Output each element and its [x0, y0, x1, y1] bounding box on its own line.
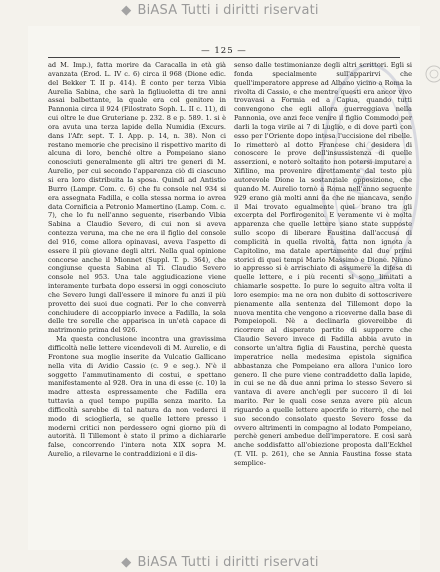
- paragraph: senso dalle testimonianze degli altri scrittori. Egli si fonda specialmente sull'apparirvi che quell'imperatore apprese ad Albano vicino a Roma la rivolta di Cassio, e che mentre questi era ancor vivo trovavasi a Formia ed a Capua, quando tutti convengono che egli allora guerreggiava nella Pannonia, ove anzi fece venire il figlio Commodo per darli la toga virile ai 7 di Luglio, e di dove partì con esso per l'Oriente dopo intesa l'uccisione del ribelle. Io rimetterò al dotto Francese chi desidera di conoscere le prove dell'insussistenza di quelle asserzioni, e noterò soltanto non potersi imputare a Xifilino, ma provenire direttamente dal testo più autorevole Dione la sostanziale opposizione, che quando M. Aurelio tornò a Roma nell'anno seguente 929 erano già molti anni da che ne mancava, sendo il Mai trovato egualmente quel brano tra gli excerpta del Porfirogenito. E veramente vi è molta apparenza che quelle lettere siano state supposte sullo scopo di liberare Faustina dall'accusa di complicità in quella rivolta, fatta non ignota a Capitolino, ma datale apertamente dal due primi storici di quei tempi Mario Massimo e Dione. Niuno io appresso si è arrischiato di assumere la difesa di quelle lettere, e i più recenti si sono limitati a chiamarle sospette. Io pure lo seguito altra volta il loro esempio: ma ne ora non dubito di sottoscrivere pienamente alla sentenza del Tillemont dopo la nuova mentita che vengono a riceverne dalla base di Pompeiopoli. Nè a declinarla giovereibbe di ricorrere al disperato partito di supporre che Claudio Severo invece di Fadilla abbia avuto in consorte un'altra figlia di Faustina, perchè questa imperatrice nella medesima epistola significa abbastanza che Pompeiano era allora l'unico loro genero. Il che pure viene contraddetto dalla lapide, in cui se ne dà due anni prima lo stesso Severo si vantava di avere anch'egli per succero il di lei marito. Per le quali cose senza avere più alcun riguardo a quelle lettere apocrife io riterrò, che nel suo secondo consolato questo Severo fosse da ovvero altrimenti in compagno al lodato Pompeiano, perchè generi ambedue dell'imperatore. E così sarà anche soddisfatto all'obiezione proposta dall'Eckhel (T. VII. p. 261), che se Annia Faustina fosse stata semplice-: [234, 61, 412, 467]
- watermark-banner-top: [0, 0, 440, 20]
- paragraph: Ma questa conclusione incontra una gravissima difficoltà nelle lettere vicendevoli di M. Aurelio, e di Frontone sua moglie inserite da Vulcatio Gallicano nella vita di Avidio Cassio (c. 9 e seg.). N'è il soggetto l'ammutinamento di costui, e spettano manifestamente al 928. Ora in una di esse (c. 10) la madre attesta espressamente che Fadilla era tuttavia a quel tempo pupilla senza marito. La difficoltà sarebbe di tal natura da non vederci il modo di scioglierla, se quelle lettere presso i moderni critici non perdessero ogni giorno più di autorità. Il Tillemont è stato il primo a dichiararle false, concorrendo l'intera nota XIX sopra M. Aurelio, a rilevarne le contraddizioni e il dis-: [48, 335, 226, 459]
- watermark-banner-bottom: [0, 552, 440, 572]
- watermark-text-bottom: BiASA Tutti i diritti riservati: [137, 554, 319, 570]
- left-column: [48, 61, 226, 459]
- shield-icon: ◆: [121, 2, 132, 18]
- library-stamp-icon: [424, 64, 440, 84]
- seal-text: CHRYS: [338, 137, 388, 214]
- watermark-text-top: BiASA Tutti i diritti riservati: [137, 2, 319, 18]
- shield-icon: ◆: [121, 554, 132, 570]
- page-number: — 125 —: [201, 46, 247, 56]
- watermark-seal: [318, 58, 422, 288]
- paragraph: ad M. Imp.), fatta morire da Caracalla in età già avanzata (Erod. L. IV c. 6) circa il 968 (Dione edic. del Bekker T. II p. 414). È conto per terza Vibia Aurelia Sabina, che sarà la figliuoletta di tre anni assai balbettante, la quale era col genitore in Pannonia circa il 924 (Filostrato Soph. L. II c. 11), di cui oltre le due Gruteriane p. 232. 8 e p. 589. 1. si è ora avuta una terza lapide della Numidia (Excurs. dans l'Afr. sept. T. I. App. p. 14, n. 38). Non ci restano memorie che precisino il rispettivo marito di alcuna di loro, benché oltre a Pompeiano siano conosciuti generalmente gli altri tre generi di M. Aurelio, per cui secondo l'apparenza ciò di ciascuno si era loro distribuita la sposa. Quindi ad Antistio Burro (Lampr. Com. c. 6) che fu console nel 934 si era assegnata Fadilla, e colla stessa norma io avrea data Cornificia a Petronio Mamertino (Lamp. Com. c. 7), che lo fu nell'anno seguente, riserbando Vibia Sabina a Claudio Severo, di cui non si aveva contezza veruna, ma che ne era il figlio del console del 916, come allora opinavasi, aveva l'aspetto di essere il più giovane degli altri. Nella qual opinione concorse anche il Mionnet (Suppl. T. p. 364), che congiunse questa Sabina al Ti. Claudio Severo console nel 953. Una tale aggiudicazione viene interamente turbata dopo essersi in oggi conosciuto che Severo lungi dall'essere il minore fu anzi il più provetto dei suoi due cognati. Per lo che converrà conchiudere di accoppiarlo invece a Fadilla, la sola delle tre sorelle che apparisca in un'età capace di matrimonio prima del 926.: [48, 61, 226, 335]
